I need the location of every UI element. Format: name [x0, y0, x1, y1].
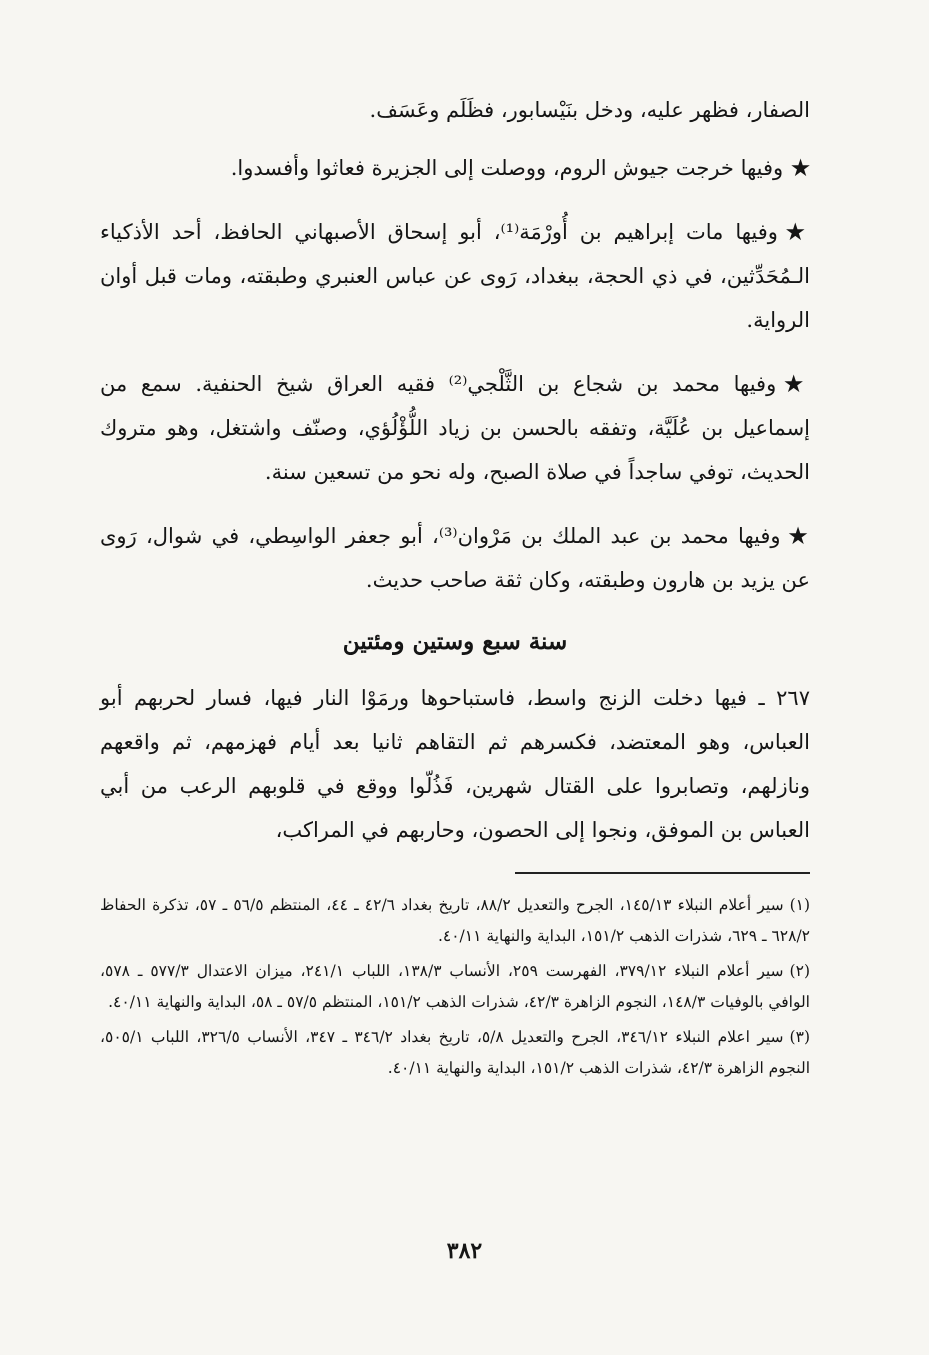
star-bullet-icon: ★ [785, 219, 811, 244]
paragraph-continuation [100, 88, 810, 132]
footnote-number: (٢) [789, 962, 810, 980]
paragraph-muhammad-ibn-abd-al-malik [100, 514, 810, 602]
page-content [100, 88, 810, 1088]
footnotes [100, 890, 810, 1084]
paragraph-text: وفيها خرجت جيوش الروم، ووصلت إلى الجزيرة فعاثوا وأفسدوا. [230, 156, 784, 180]
section-heading: سنة سبع وستين ومئتين [342, 628, 568, 655]
page-number: ٣٨٢ [446, 1238, 483, 1264]
paragraph-text: ٢٦٧ ـ فيها دخلت الزنج واسط، فاستباحوها ورمَوْا النار فيها، فسار لحربهم أبو العباس، وهو المعتضد، فكسرهم ثم التقاهم ثانيا بعد أيام فهزمهم، ثم واقعهم ونازلهم، وتصابروا على القتال شهرين، فَذُلّوا ووقع في قلوبهم الرعب من أبي العباس بن الموفق، ونجوا إلى الحصون، وحاربهم في المراكب، [100, 686, 810, 842]
footnote-3 [100, 1022, 810, 1084]
year-paragraph [100, 676, 810, 852]
body-text [100, 88, 810, 852]
paragraph-text: الصفار، فظهر عليه، ودخل بنَيْسابور، فظَلَم وعَسَف. [369, 98, 810, 122]
paragraph-ibrahim-ibn-urma [100, 210, 810, 342]
paragraph-roman-armies [100, 146, 810, 190]
footnote-number: (٣) [789, 1028, 810, 1046]
footnote-text: سير اعلام النبلاء ٣٤٦/١٢، الجرح والتعديل ٥/٨، تاريخ بغداد ٣٤٦/٢ ـ ٣٤٧، الأنساب ٣٢٦/٥، اللباب ٥٠٥/١، النجوم الزاهرة ٤٢/٣، شذرات الذهب ١٥١/٢، البداية والنهاية ٤٠/١١. [100, 1028, 810, 1077]
paragraph-text: وفيها محمد بن شجاع بن الثَّلْجي⁽²⁾ فقيه العراق شيخ الحنفية. سمع من إسماعيل بن عُلَيَّة، وتفقه بالحسن بن زياد اللُّؤْلُؤي، وصنّف واشتغل، وهو متروك الحديث، توفي ساجداً في صلاة الصبح، وله نحو من تسعين سنة. [100, 372, 810, 484]
footnote-2 [100, 956, 810, 1018]
paragraph-text: وفيها مات إبراهيم بن أُورْمَة⁽¹⁾، أبو إسحاق الأصبهاني الحافظ، أحد الأذكياء الـمُحَدِّثين، في ذي الحجة، ببغداد، رَوى عن عباس العنبري وطبقته، ومات قبل أوان الرواية. [100, 220, 810, 332]
footnote-number: (١) [789, 896, 811, 914]
footnote-1 [100, 890, 810, 952]
footnote-text: سير أعلام النبلاء ٣٧٩/١٢، الفهرست ٢٥٩، الأنساب ١٣٨/٣، اللباب ٢٤١/١، ميزان الاعتدال ٥٧٧/٣ ـ ٥٧٨، الوافي بالوفيات ١٤٨/٣، النجوم الزاهرة ٤٢/٣، شذرات الذهب ١٥١/٢، المنتظم ٥٧/٥ ـ ٥٨، البداية والنهاية ٤٠/١١. [100, 962, 810, 1011]
paragraph-muhammad-ibn-shuja [100, 362, 810, 494]
footnote-text: سير أعلام النبلاء ١٤٥/١٣، الجرح والتعديل ٨٨/٢، تاريخ بغداد ٤٢/٦ ـ ٤٤، المنتظم ٥٦/٥ ـ ٥٧، تذكرة الحفاظ ٦٢٨/٢ ـ ٦٢٩، شذرات الذهب ١٥١/٢، البداية والنهاية ٤٠/١١. [100, 896, 810, 945]
paragraph-text: وفيها محمد بن عبد الملك بن مَرْوان⁽³⁾، أبو جعفر الواسِطي، في شوال، رَوى عن يزيد بن هارون وطبقته، وكان ثقة صاحب حديث. [100, 524, 810, 592]
star-bullet-icon: ★ [788, 523, 810, 548]
star-bullet-icon: ★ [784, 371, 811, 396]
star-bullet-icon: ★ [791, 155, 810, 180]
footnote-divider [515, 872, 810, 874]
